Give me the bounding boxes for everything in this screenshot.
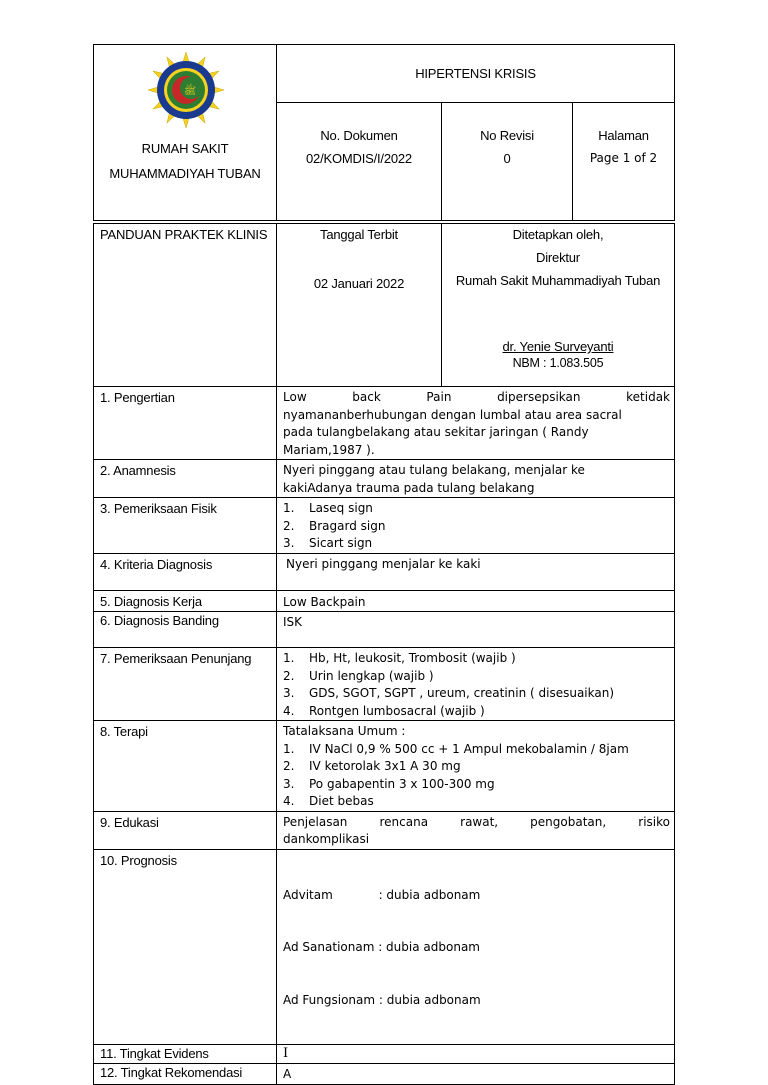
table-row — [94, 612, 675, 648]
hospital-name-line1: RUMAH SAKIT — [141, 141, 229, 156]
terapi-intro: Tatalaksana Umum : — [283, 724, 406, 738]
guide-label: PANDUAN PRAKTEK KLINIS — [100, 227, 268, 242]
banding-text: ISK — [277, 612, 675, 648]
page-cell — [573, 103, 675, 221]
issue-date-cell — [277, 224, 442, 387]
document-meta-table — [93, 223, 675, 387]
document-header-table — [93, 44, 675, 221]
list-number: 4. — [283, 703, 295, 718]
nbm-number: NBM : 1.083.505 — [512, 356, 604, 370]
issue-date: 02 Januari 2022 — [313, 276, 405, 291]
prognosis-text — [277, 849, 675, 1045]
list-text: IV ketorolak 3x1 A 30 mg — [309, 759, 461, 773]
kriteria-text: Nyeri pinggang menjalar ke kaki — [277, 553, 675, 590]
hospital-full-name: Rumah Sakit Muhammadiyah Tuban — [455, 273, 661, 288]
edukasi-text — [277, 811, 675, 849]
kerja-text: Low Backpain — [277, 590, 675, 612]
list-number: 4. — [283, 794, 295, 808]
document-title: HIPERTENSI KRISIS — [415, 66, 536, 81]
table-row — [94, 1045, 675, 1064]
row-label-anamnesis: 2. Anamnesis — [100, 463, 176, 478]
list-number: 1. — [283, 501, 295, 515]
table-row — [94, 849, 675, 1045]
row-label-banding: 6. Diagnosis Banding — [100, 613, 219, 628]
text-line: Penjelasan rencana rawat, pengobatan, risiko — [283, 814, 670, 829]
fisik-list — [277, 498, 675, 554]
list-text: Bragard sign — [309, 518, 386, 533]
guide-label-cell — [94, 224, 277, 387]
text-line: nyamananberhubungan dengan lumbal atau area sacral — [283, 407, 622, 422]
table-row — [94, 721, 675, 812]
table-row — [94, 387, 675, 460]
list-text: IV NaCl 0,9 % 500 cc + 1 Ampul mekobalamin / 8jam — [309, 741, 629, 756]
list-number: 1. — [283, 741, 295, 756]
list-item — [283, 518, 670, 536]
table-row — [94, 553, 675, 590]
list-number: 3. — [283, 536, 295, 550]
issue-label: Tanggal Terbit — [320, 227, 398, 242]
signer-name: dr. Yenie Surveyanti — [502, 339, 614, 354]
row-label-kerja: 5. Diagnosis Kerja — [100, 593, 202, 609]
list-text: Sicart sign — [309, 536, 373, 550]
list-item — [283, 500, 670, 518]
text-line: Ad Fungsionam : dubia adbonam — [283, 992, 481, 1007]
list-text: GDS, SGOT, SGPT , ureum, creatinin ( disesuaikan) — [309, 686, 615, 700]
list-item — [283, 535, 670, 553]
table-row — [94, 460, 675, 498]
page-value: Page 1 of 2 — [589, 151, 658, 165]
text-line: Mariam,1987 ). — [283, 442, 375, 457]
list-number: 2. — [283, 668, 295, 683]
text-line: pada tulangbelakang atau sekitar jaringan ( Randy — [283, 425, 589, 439]
list-item — [283, 668, 670, 686]
list-item — [283, 741, 670, 759]
list-item — [283, 703, 670, 721]
row-label-edukasi: 9. Edukasi — [100, 814, 159, 830]
text-line: Advitam : dubia adbonam — [283, 887, 481, 902]
text-line: Low back Pain dipersepsikan ketidak — [283, 390, 670, 404]
rekomendasi-text: A — [277, 1064, 675, 1085]
table-row — [94, 1064, 675, 1085]
row-label-terapi: 8. Terapi — [100, 724, 148, 739]
guideline-content-table — [93, 386, 675, 1085]
row-label-evidens: 11. Tingkat Evidens — [100, 1046, 209, 1061]
table-row — [94, 648, 675, 721]
hospital-name-line2: MUHAMMADIYAH TUBAN — [109, 166, 261, 181]
anamnesis-text — [277, 460, 675, 498]
muhammadiyah-logo-icon — [146, 50, 226, 130]
page-label: Halaman — [598, 128, 649, 143]
revision-label: No Revisi — [480, 128, 534, 143]
text-line: Ad Sanationam : dubia adbonam — [283, 940, 480, 954]
text-line: Nyeri pinggang atau tulang belakang, menjalar ke — [283, 463, 585, 477]
row-label-penunjang: 7. Pemeriksaan Penunjang — [100, 651, 252, 666]
director-label: Direktur — [536, 250, 580, 265]
row-label-pengertian: 1. Pengertian — [100, 390, 175, 405]
list-number: 1. — [283, 651, 295, 665]
doc-number-cell — [277, 103, 442, 221]
list-number: 2. — [283, 518, 295, 533]
list-number: 3. — [283, 776, 295, 791]
list-text: Laseq sign — [309, 501, 373, 515]
penunjang-list — [277, 648, 675, 721]
pengertian-text — [277, 387, 675, 460]
list-item — [283, 776, 670, 794]
doc-number-label: No. Dokumen — [320, 128, 398, 143]
hospital-cell — [94, 45, 277, 221]
table-row — [94, 590, 675, 612]
row-label-fisik: 3. Pemeriksaan Fisik — [100, 501, 217, 516]
approval-cell — [442, 224, 675, 387]
list-item — [283, 758, 670, 776]
list-text: Hb, Ht, leukosit, Trombosit (wajib ) — [309, 651, 516, 665]
revision-value: 0 — [503, 151, 511, 166]
revision-cell — [442, 103, 573, 221]
row-label-prognosis: 10. Prognosis — [100, 852, 177, 868]
list-text: Rontgen lumbosacral (wajib ) — [309, 703, 485, 718]
list-item — [283, 650, 670, 668]
text-line: dankomplikasi — [283, 832, 370, 846]
evidens-text: I — [277, 1045, 675, 1064]
row-label-rekomendasi: 12. Tingkat Rekomendasi — [100, 1065, 243, 1080]
text-line: kakiAdanya trauma pada tulang belakang — [283, 480, 535, 495]
terapi-list — [277, 721, 675, 812]
table-row — [94, 498, 675, 554]
title-cell — [277, 45, 675, 103]
list-text: Diet bebas — [309, 794, 374, 808]
row-label-kriteria: 4. Kriteria Diagnosis — [100, 556, 213, 572]
table-row — [94, 811, 675, 849]
list-item — [283, 793, 670, 811]
list-text: Po gabapentin 3 x 100-300 mg — [309, 776, 495, 791]
svg-text:ﷺ: ﷺ — [183, 86, 197, 97]
list-number: 2. — [283, 759, 295, 773]
doc-number-value: 02/KOMDIS/I/2022 — [306, 151, 412, 166]
list-number: 3. — [283, 686, 295, 700]
list-item — [283, 685, 670, 703]
set-by-label: Ditetapkan oleh, — [512, 227, 604, 242]
list-text: Urin lengkap (wajib ) — [309, 668, 434, 683]
